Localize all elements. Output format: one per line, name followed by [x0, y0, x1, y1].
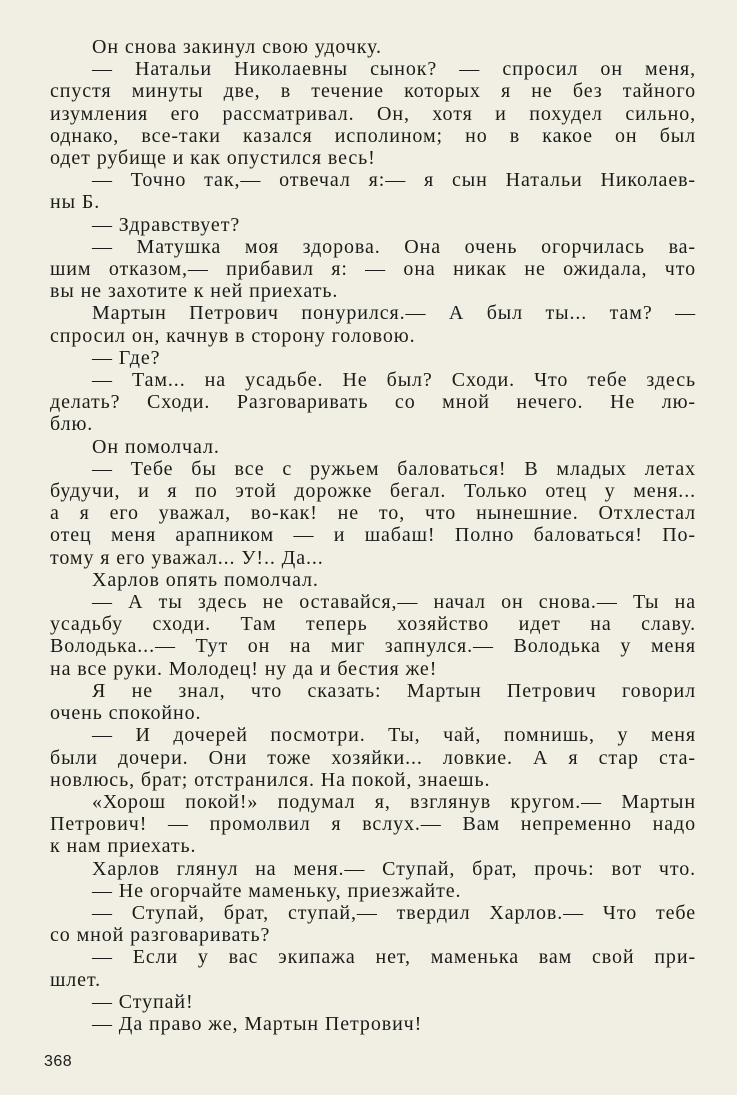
text-line: Мартын Петрович понурился.— А был ты... там? —: [92, 302, 696, 325]
text-line: вы не захотите к ней приехать.: [50, 280, 339, 303]
text-line: — Матушка моя здорова. Она очень огорчилась ва-: [92, 235, 696, 258]
text-line: — И дочерей посмотри. Ты, чай, помнишь, у меня: [92, 724, 696, 747]
text-line: одет рубище и как опустился весь!: [50, 147, 376, 170]
text-line: шлет.: [50, 968, 101, 991]
text-line: отец меня арапником — и шабаш! Полно баловаться! По-: [50, 524, 696, 547]
text-line: — Тебе бы все с ружьем баловаться! В младых летах: [92, 457, 696, 480]
body-text: [50, 36, 696, 1035]
text-line: Харлов опять помолчал.: [92, 568, 319, 591]
text-line: — Точно так,— отвечал я:— я сын Натальи Николаев-: [92, 169, 696, 192]
text-line: Он снова закинул свою удочку.: [92, 36, 382, 58]
text-line: «Хорош покой!» подумал я, взглянув кругом.— Мартын: [92, 790, 696, 813]
text-line: — Не огорчайте маменьку, приезжайте.: [92, 879, 462, 902]
text-line: Володька...— Тут он на миг запнулся.— Володька у меня: [50, 635, 696, 658]
text-line: тому я его уважал... У!.. Да...: [50, 546, 324, 569]
text-line: а я его уважал, во-как! не то, что нынешние. Отхлестал: [50, 502, 696, 525]
text-line: — Ступай, брат, ступай,— твердил Харлов.— Что тебе: [92, 901, 696, 924]
text-line: шим отказом,— прибавил я: — она никак не ожидала, что: [50, 258, 696, 281]
text-line: спустя минуты две, в течение которых я не без тайного: [50, 80, 696, 103]
text-line: блю.: [50, 413, 94, 436]
text-line: — Натальи Николаевны сынок? — спросил он меня,: [92, 58, 696, 81]
text-line: ны Б.: [50, 191, 101, 214]
text-line: Он помолчал.: [92, 435, 220, 458]
text-line: усадьбу сходи. Там теперь хозяйство идет на славу.: [50, 613, 696, 636]
text-line: к нам приехать.: [50, 835, 197, 858]
text-line: спросил он, качнув в сторону головою.: [50, 324, 416, 347]
text-line: — Ступай!: [92, 990, 194, 1013]
text-line: — Там... на усадьбе. Не был? Сходи. Что тебе здесь: [92, 369, 696, 392]
text-line: — Да право же, Мартын Петрович!: [92, 1012, 423, 1035]
text-line: новлюсь, брат; отстранился. На покой, знаешь.: [50, 768, 491, 791]
text-line: — Здравствует?: [92, 213, 241, 236]
text-line: однако, все-таки казался исполином; но в какое он был: [50, 124, 696, 147]
text-line: Петрович! — промолвил я вслух.— Вам непременно надо: [50, 813, 696, 836]
text-line: на все руки. Молодец! ну да и бестия же!: [50, 657, 438, 680]
text-line: будучи, и я по этой дорожке бегал. Только отец у меня...: [50, 480, 696, 503]
text-line: — Если у вас экипажа нет, маменька вам свой при-: [92, 946, 696, 969]
text-line: делать? Сходи. Разговаривать со мной нечего. Не лю-: [50, 391, 696, 414]
text-line: Харлов глянул на меня.— Ступай, брат, прочь: вот что.: [92, 857, 696, 880]
page-number: 368: [44, 1053, 73, 1070]
text-line: — Где?: [92, 346, 161, 369]
text-line: со мной разговаривать?: [50, 924, 271, 947]
text-line: были дочери. Они тоже хозяйки... ловкие. А я стар ста-: [50, 746, 696, 769]
text-line: изумления его рассматривал. Он, хотя и похудел сильно,: [50, 102, 696, 125]
text-line: — А ты здесь не оставайся,— начал он снова.— Ты на: [92, 591, 696, 614]
text-line: Я не знал, что сказать: Мартын Петрович говорил: [92, 679, 696, 702]
text-line: очень спокойно.: [50, 702, 202, 725]
